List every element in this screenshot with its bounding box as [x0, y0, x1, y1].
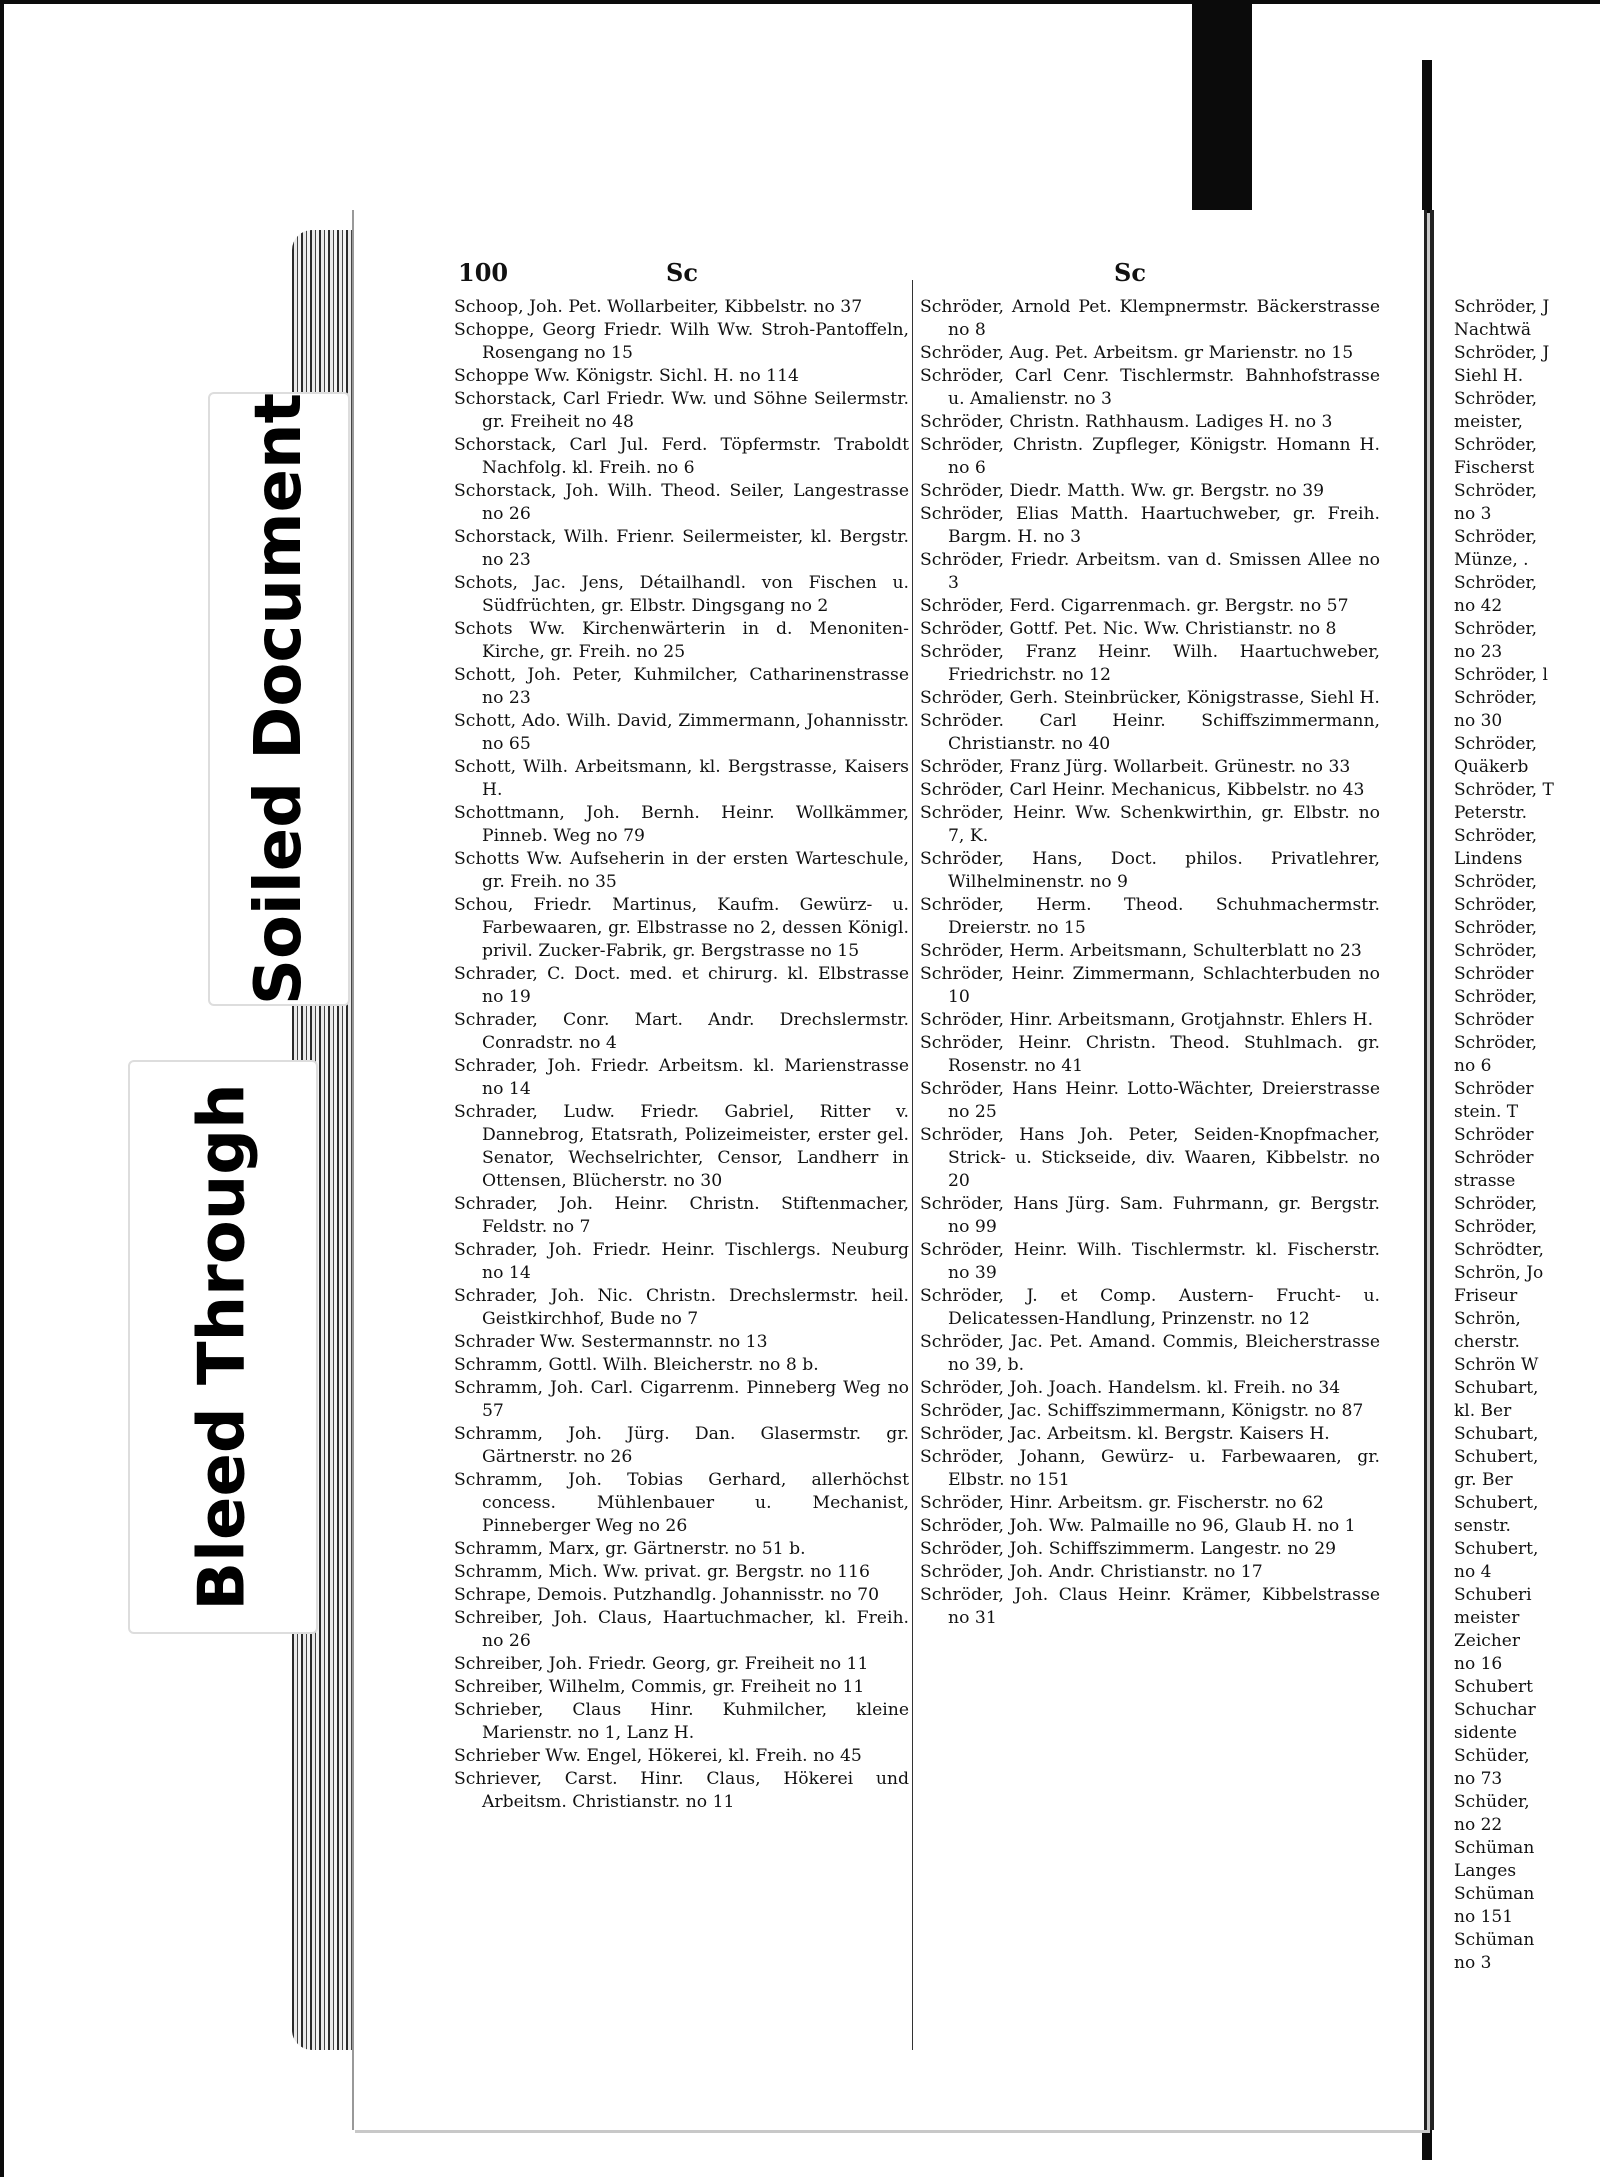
- directory-entry: Schott, Wilh. Arbeitsmann, kl. Bergstrasse, Kaisers H.: [454, 757, 909, 800]
- directory-entry: no 4: [1454, 1562, 1492, 1582]
- directory-entry: Schröder, Carl Cenr. Tischlermstr. Bahnhofstrasse u. Amalienstr. no 3: [920, 366, 1380, 409]
- bleed-through-tag: [128, 1060, 318, 1634]
- directory-entry: no 151: [1454, 1907, 1514, 1927]
- column-rule: [912, 280, 913, 2050]
- directory-entry: Schröder,: [1454, 619, 1538, 639]
- directory-entry: Schröder: [1454, 1010, 1534, 1030]
- directory-entry: Schröder, Herm. Arbeitsmann, Schulterblatt no 23: [920, 941, 1362, 961]
- directory-entry: Schramm, Joh. Tobias Gerhard, allerhöchst concess. Mühlenbauer u. Mechanist, Pinneberger Weg no 26: [454, 1470, 909, 1536]
- directory-entry: Schots, Jac. Jens, Détailhandl. von Fischen u. Südfrüchten, gr. Elbstr. Dingsgang no 2: [454, 573, 909, 616]
- directory-entry: Schröder, Hinr. Arbeitsmann, Grotjahnstr. Ehlers H.: [920, 1010, 1374, 1030]
- directory-entry: Schüman: [1454, 1930, 1535, 1950]
- directory-entry: no 73: [1454, 1769, 1503, 1789]
- directory-entry: Schröder, Aug. Pet. Arbeitsm. gr Marienstr. no 15: [920, 343, 1354, 363]
- directory-entry: Schrader, Conr. Mart. Andr. Drechslermstr. Conradstr. no 4: [454, 1010, 909, 1053]
- directory-entry: Schröder,: [1454, 895, 1538, 915]
- directory-entry: Schröder, J: [1454, 343, 1550, 363]
- scan-border-left: [0, 0, 4, 2177]
- directory-entry: Fischerst: [1454, 458, 1535, 478]
- directory-entry: Schreiber, Wilhelm, Commis, gr. Freiheit no 11: [454, 1677, 865, 1697]
- directory-entry: Schröder,: [1454, 1217, 1538, 1237]
- directory-entry: Schröder,: [1454, 435, 1538, 455]
- soiled-document-label: Soiled Document: [242, 392, 316, 1006]
- directory-entry: Schröder, Gottf. Pet. Nic. Ww. Christianstr. no 8: [920, 619, 1337, 639]
- directory-entry: Schrader, Ludw. Friedr. Gabriel, Ritter v. Dannebrog, Etatsrath, Polizeimeister, erster gel. Senator, Wechselrichter, Censor, Landherr in Ottensen, Blücherstr. no 30: [454, 1102, 909, 1191]
- page-number: 100: [458, 258, 509, 287]
- book-page-left: [352, 210, 1427, 2130]
- directory-entry: Schou, Friedr. Martinus, Kaufm. Gewürz- u. Farbewaaren, gr. Elbstrasse no 2, dessen Königl. privil. Zucker-Fabrik, gr. Bergstrasse no 15: [454, 895, 909, 961]
- directory-entry: Schröder: [1454, 964, 1534, 984]
- directory-entry: no 3: [1454, 1953, 1492, 1973]
- directory-entry: Schröder, Christn. Zupfleger, Königstr. Homann H. no 6: [920, 435, 1380, 478]
- directory-entry: Schröder,: [1454, 734, 1538, 754]
- directory-entry: Schröder, Franz Heinr. Wilh. Haartuchweber, Friedrichstr. no 12: [920, 642, 1380, 685]
- directory-entry: Schröder, Christn. Rathhausm. Ladiges H. no 3: [920, 412, 1333, 432]
- scan-bar-top-right: [1192, 0, 1252, 210]
- directory-entry: stein. T: [1454, 1102, 1519, 1122]
- directory-entry: Schröder, T: [1454, 780, 1554, 800]
- directory-entry: Schoop, Joh. Pet. Wollarbeiter, Kibbelstr. no 37: [454, 297, 863, 317]
- bleed-through-label: Bleed Through: [186, 1083, 260, 1611]
- directory-entry: Siehl H.: [1454, 366, 1524, 386]
- running-header-right: Sc: [1114, 258, 1146, 287]
- directory-entry: Schrön, Jo: [1454, 1263, 1544, 1283]
- directory-entry: Schröder, Heinr. Christn. Theod. Stuhlmach. gr. Rosenstr. no 41: [920, 1033, 1380, 1076]
- directory-entry: Schröder,: [1454, 918, 1538, 938]
- directory-entry: Schorstack, Wilh. Frienr. Seilermeister, kl. Bergstr. no 23: [454, 527, 909, 570]
- directory-entry: Schröder, J. et Comp. Austern- Frucht- u. Delicatessen-Handlung, Prinzenstr. no 12: [920, 1286, 1380, 1329]
- running-header-left: Sc: [666, 258, 698, 287]
- directory-entry: no 42: [1454, 596, 1503, 616]
- directory-entry: Schröder, Joh. Claus Heinr. Krämer, Kibbelstrasse no 31: [920, 1585, 1380, 1628]
- directory-entry: Schrön,: [1454, 1309, 1521, 1329]
- directory-entry: Schrader Ww. Sestermannstr. no 13: [454, 1332, 768, 1352]
- directory-entry: Schuberi: [1454, 1585, 1532, 1605]
- directory-entry: Peterstr.: [1454, 803, 1527, 823]
- directory-entry: Schrader, Joh. Nic. Christn. Drechslermstr. heil. Geistkirchhof, Bude no 7: [454, 1286, 909, 1329]
- directory-entry: Schröder, Heinr. Ww. Schenkwirthin, gr. Elbstr. no 7, K.: [920, 803, 1380, 846]
- directory-entry: Schröder,: [1454, 527, 1538, 547]
- directory-entry: Schüman: [1454, 1884, 1535, 1904]
- directory-entry: Schröder,: [1454, 1194, 1538, 1214]
- directory-entry: Schröder, Herm. Theod. Schuhmachermstr. Dreierstr. no 15: [920, 895, 1380, 938]
- directory-entry: Schrieber, Claus Hinr. Kuhmilcher, kleine Marienstr. no 1, Lanz H.: [454, 1700, 909, 1743]
- directory-column-partial: [1454, 296, 1600, 1975]
- directory-entry: Schramm, Marx, gr. Gärtnerstr. no 51 b.: [454, 1539, 806, 1559]
- directory-entry: Schrader, C. Doct. med. et chirurg. kl. Elbstrasse no 19: [454, 964, 909, 1007]
- directory-entry: Schröder, Johann, Gewürz- u. Farbewaaren, gr. Elbstr. no 151: [920, 1447, 1380, 1490]
- scan-border-top: [0, 0, 1600, 4]
- directory-entry: Schrödter,: [1454, 1240, 1544, 1260]
- directory-entry: Schrader, Joh. Friedr. Heinr. Tischlergs. Neuburg no 14: [454, 1240, 909, 1283]
- directory-entry: Schröder, Arnold Pet. Klempnermstr. Bäckerstrasse no 8: [920, 297, 1380, 340]
- directory-entry: Schröder: [1454, 1148, 1534, 1168]
- directory-entry: Schröder,: [1454, 941, 1538, 961]
- directory-entry: Schramm, Joh. Jürg. Dan. Glasermstr. gr. Gärtnerstr. no 26: [454, 1424, 909, 1467]
- directory-entry: Schröder, Joh. Schiffszimmerm. Langestr. no 29: [920, 1539, 1337, 1559]
- directory-entry: Schröder, Hinr. Arbeitsm. gr. Fischerstr. no 62: [920, 1493, 1324, 1513]
- directory-entry: strasse: [1454, 1171, 1516, 1191]
- directory-entry: Friseur: [1454, 1286, 1518, 1306]
- directory-entry: Schröder, Hans Joh. Peter, Seiden-Knopfmacher, Strick- u. Stickseide, div. Waaren, Kibbelstr. no 20: [920, 1125, 1380, 1191]
- directory-entry: Schorstack, Carl Friedr. Ww. und Söhne Seilermstr. gr. Freiheit no 48: [454, 389, 909, 432]
- directory-entry: Schröder, Jac. Arbeitsm. kl. Bergstr. Kaisers H.: [920, 1424, 1330, 1444]
- directory-entry: Schrön W: [1454, 1355, 1539, 1375]
- directory-entry: Schüder,: [1454, 1792, 1530, 1812]
- soiled-document-tag: [208, 392, 350, 1006]
- directory-entry: Schröder,: [1454, 573, 1538, 593]
- directory-entry: Schröder, Friedr. Arbeitsm. van d. Smissen Allee no 3: [920, 550, 1380, 593]
- directory-entry: Lindens: [1454, 849, 1523, 869]
- directory-entry: Schrieber Ww. Engel, Hökerei, kl. Freih. no 45: [454, 1746, 862, 1766]
- directory-entry: no 30: [1454, 711, 1503, 731]
- directory-entry: Schubart,: [1454, 1424, 1539, 1444]
- directory-entry: Nachtwä: [1454, 320, 1531, 340]
- directory-entry: Schröder: [1454, 1079, 1534, 1099]
- directory-entry: Schröder, Joh. Ww. Palmaille no 96, Glaub H. no 1: [920, 1516, 1356, 1536]
- directory-entry: Schröder,: [1454, 389, 1538, 409]
- directory-entry: Schots Ww. Kirchenwärterin in d. Menoniten-Kirche, gr. Freih. no 25: [454, 619, 909, 662]
- directory-entry: no 16: [1454, 1654, 1503, 1674]
- directory-entry: cherstr.: [1454, 1332, 1520, 1352]
- directory-entry: gr. Ber: [1454, 1470, 1513, 1490]
- directory-entry: Schröder,: [1454, 826, 1538, 846]
- directory-entry: Schüman: [1454, 1838, 1535, 1858]
- directory-entry: Schröder, Jac. Pet. Amand. Commis, Bleicherstrasse no 39, b.: [920, 1332, 1380, 1375]
- directory-entry: Langes: [1454, 1861, 1517, 1881]
- directory-entry: sidente: [1454, 1723, 1517, 1743]
- directory-entry: Schrape, Demois. Putzhandlg. Johannisstr. no 70: [454, 1585, 880, 1605]
- directory-entry: Schröder, Ferd. Cigarrenmach. gr. Bergstr. no 57: [920, 596, 1349, 616]
- directory-column-left: [454, 296, 909, 1814]
- directory-entry: no 22: [1454, 1815, 1503, 1835]
- directory-entry: senstr.: [1454, 1516, 1511, 1536]
- directory-entry: Schubert,: [1454, 1539, 1539, 1559]
- directory-entry: meister,: [1454, 412, 1523, 432]
- directory-entry: Schreiber, Joh. Claus, Haartuchmacher, kl. Freih. no 26: [454, 1608, 909, 1651]
- directory-entry: Schüder,: [1454, 1746, 1530, 1766]
- directory-entry: Schröder, Jac. Schiffszimmermann, Königstr. no 87: [920, 1401, 1364, 1421]
- directory-entry: Schrader, Joh. Heinr. Christn. Stiftenmacher, Feldstr. no 7: [454, 1194, 909, 1237]
- directory-entry: Schröder,: [1454, 481, 1538, 501]
- directory-entry: no 3: [1454, 504, 1492, 524]
- book-page-right-partial: [1430, 210, 1600, 2130]
- directory-entry: Schuchar: [1454, 1700, 1536, 1720]
- directory-entry: Schröder, Joh. Joach. Handelsm. kl. Freih. no 34: [920, 1378, 1341, 1398]
- directory-entry: Schröder, Heinr. Wilh. Tischlermstr. kl. Fischerstr. no 39: [920, 1240, 1380, 1283]
- directory-entry: Schoppe Ww. Königstr. Sichl. H. no 114: [454, 366, 799, 386]
- directory-entry: Quäkerb: [1454, 757, 1529, 777]
- directory-entry: Schröder, Hans Heinr. Lotto-Wächter, Dreierstrasse no 25: [920, 1079, 1380, 1122]
- directory-entry: meister: [1454, 1608, 1520, 1628]
- directory-entry: no 6: [1454, 1056, 1492, 1076]
- directory-entry: Schotts Ww. Aufseherin in der ersten Warteschule, gr. Freih. no 35: [454, 849, 909, 892]
- directory-entry: Münze, .: [1454, 550, 1529, 570]
- directory-entry: Schramm, Joh. Carl. Cigarrenm. Pinneberg Weg no 57: [454, 1378, 909, 1421]
- directory-entry: Schubert: [1454, 1677, 1533, 1697]
- directory-entry: Schröder: [1454, 1125, 1534, 1145]
- directory-entry: Schröder, l: [1454, 665, 1548, 685]
- directory-entry: Schott, Joh. Peter, Kuhmilcher, Catharinenstrasse no 23: [454, 665, 909, 708]
- directory-entry: Schröder, J: [1454, 297, 1550, 317]
- directory-entry: no 23: [1454, 642, 1503, 662]
- directory-entry: kl. Ber: [1454, 1401, 1512, 1421]
- directory-entry: Schröder,: [1454, 688, 1538, 708]
- directory-entry: Zeicher: [1454, 1631, 1520, 1651]
- directory-entry: Schubart,: [1454, 1378, 1539, 1398]
- directory-entry: Schriever, Carst. Hinr. Claus, Hökerei und Arbeitsm. Christianstr. no 11: [454, 1769, 909, 1812]
- directory-entry: Schröder, Diedr. Matth. Ww. gr. Bergstr. no 39: [920, 481, 1325, 501]
- directory-entry: Schorstack, Carl Jul. Ferd. Töpfermstr. Traboldt Nachfolg. kl. Freih. no 6: [454, 435, 909, 478]
- directory-entry: Schubert,: [1454, 1447, 1539, 1467]
- directory-entry: Schröder,: [1454, 872, 1538, 892]
- directory-entry: Schott, Ado. Wilh. David, Zimmermann, Johannisstr. no 65: [454, 711, 909, 754]
- directory-entry: Schreiber, Joh. Friedr. Georg, gr. Freiheit no 11: [454, 1654, 869, 1674]
- directory-entry: Schubert,: [1454, 1493, 1539, 1513]
- directory-entry: Schröder, Gerh. Steinbrücker, Königstrasse, Siehl H.: [920, 688, 1380, 708]
- directory-column-right: [920, 296, 1380, 1630]
- directory-entry: Schröder, Hans Jürg. Sam. Fuhrmann, gr. Bergstr. no 99: [920, 1194, 1380, 1237]
- directory-entry: Schoppe, Georg Friedr. Wilh Ww. Stroh-Pantoffeln, Rosengang no 15: [454, 320, 909, 363]
- directory-entry: Schröder, Hans, Doct. philos. Privatlehrer, Wilhelminenstr. no 9: [920, 849, 1380, 892]
- directory-entry: Schröder, Heinr. Zimmermann, Schlachterbuden no 10: [920, 964, 1380, 1007]
- directory-entry: Schröder. Carl Heinr. Schiffszimmermann, Christianstr. no 40: [920, 711, 1380, 754]
- directory-entry: Schröder, Elias Matth. Haartuchweber, gr. Freih. Bargm. H. no 3: [920, 504, 1380, 547]
- directory-entry: Schramm, Mich. Ww. privat. gr. Bergstr. no 116: [454, 1562, 870, 1582]
- directory-entry: Schorstack, Joh. Wilh. Theod. Seiler, Langestrasse no 26: [454, 481, 909, 524]
- directory-entry: Schröder, Joh. Andr. Christianstr. no 17: [920, 1562, 1263, 1582]
- directory-entry: Schröder, Carl Heinr. Mechanicus, Kibbelstr. no 43: [920, 780, 1365, 800]
- directory-entry: Schramm, Gottl. Wilh. Bleicherstr. no 8 b.: [454, 1355, 819, 1375]
- directory-entry: Schröder,: [1454, 987, 1538, 1007]
- directory-entry: Schröder,: [1454, 1033, 1538, 1053]
- directory-entry: Schottmann, Joh. Bernh. Heinr. Wollkämmer, Pinneb. Weg no 79: [454, 803, 909, 846]
- directory-entry: Schröder, Franz Jürg. Wollarbeit. Grünestr. no 33: [920, 757, 1351, 777]
- directory-entry: Schrader, Joh. Friedr. Arbeitsm. kl. Marienstrasse no 14: [454, 1056, 909, 1099]
